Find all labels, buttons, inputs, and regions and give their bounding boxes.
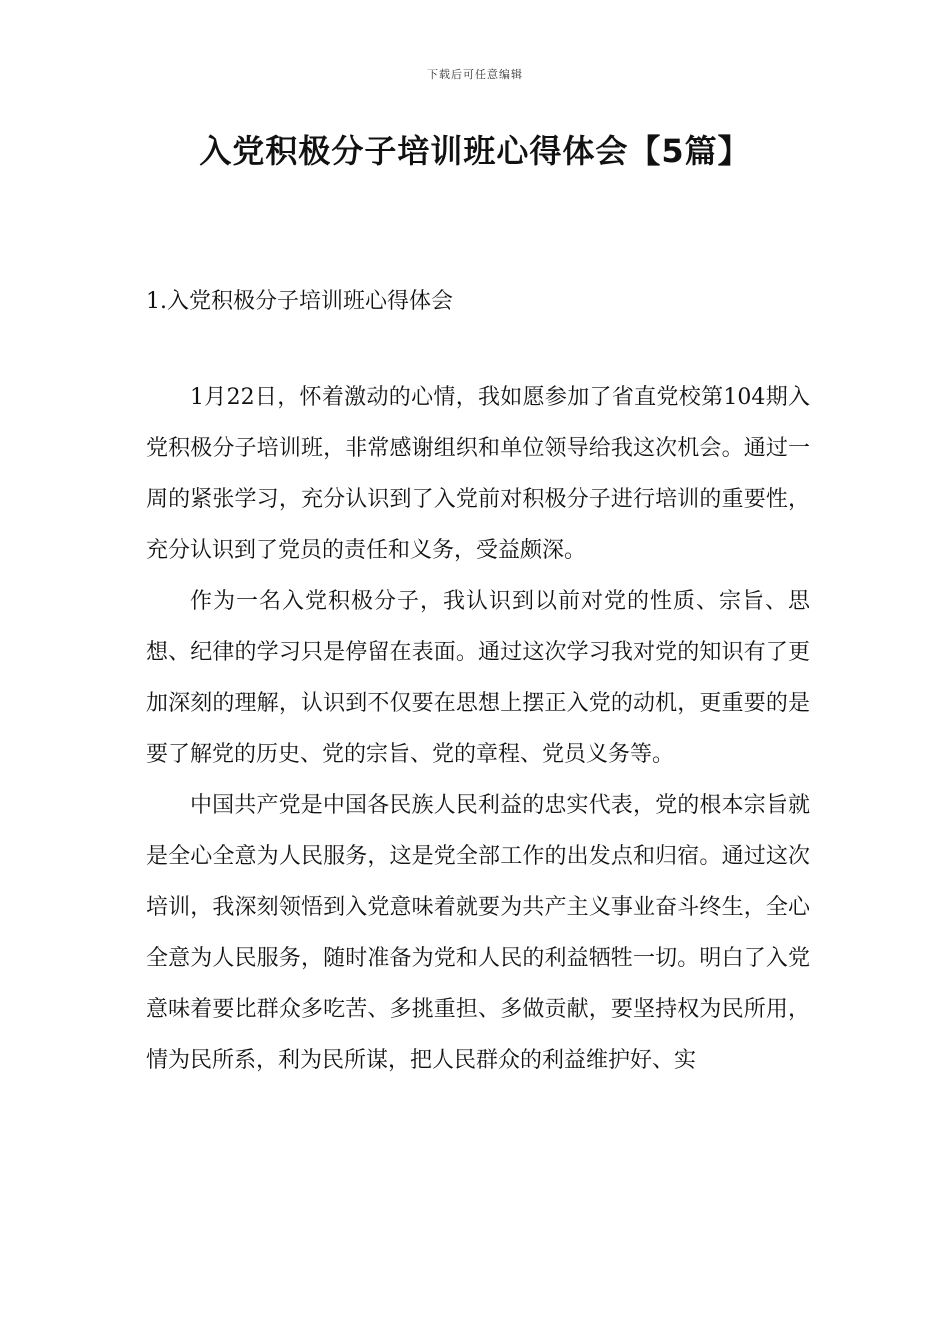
paragraph: 作为一名入党积极分子，我认识到以前对党的性质、宗旨、思想、纪律的学习只是停留在表面。通过这次学习我对党的知识有了更加深刻的理解，认识到不仅要在思想上摆正入党的动机，更重要的是要了解党的历史、党的宗旨、党的章程、党员义务等。: [146, 589, 810, 767]
header-note: 下载后可任意编辑: [427, 68, 523, 81]
paragraph: 1月22日，怀着激动的心情，我如愿参加了省直党校第104期入党积极分子培训班，非常感谢组织和单位领导给我这次机会。通过一周的紧张学习，充分认识到了入党前对积极分子进行培训的重要性，充分认识到了党员的责任和义务，受益颇深。: [146, 385, 810, 563]
body-text: [146, 372, 810, 1086]
section-heading: 1.入党积极分子培训班心得体会: [146, 289, 453, 314]
document-title: 入党积极分子培训班心得体会【5篇】: [199, 132, 751, 170]
paragraph: 中国共产党是中国各民族人民利益的忠实代表，党的根本宗旨就是全心全意为人民服务，这是党全部工作的出发点和归宿。通过这次培训，我深刻领悟到入党意味着就要为共产主义事业奋斗终生，全心全意为人民服务，随时准备为党和人民的利益牺牲一切。明白了入党意味着要比群众多吃苦、多挑重担、多做贡献，要坚持权为民所用，情为民所系，利为民所谋，把人民群众的利益维护好、实: [146, 793, 810, 1073]
